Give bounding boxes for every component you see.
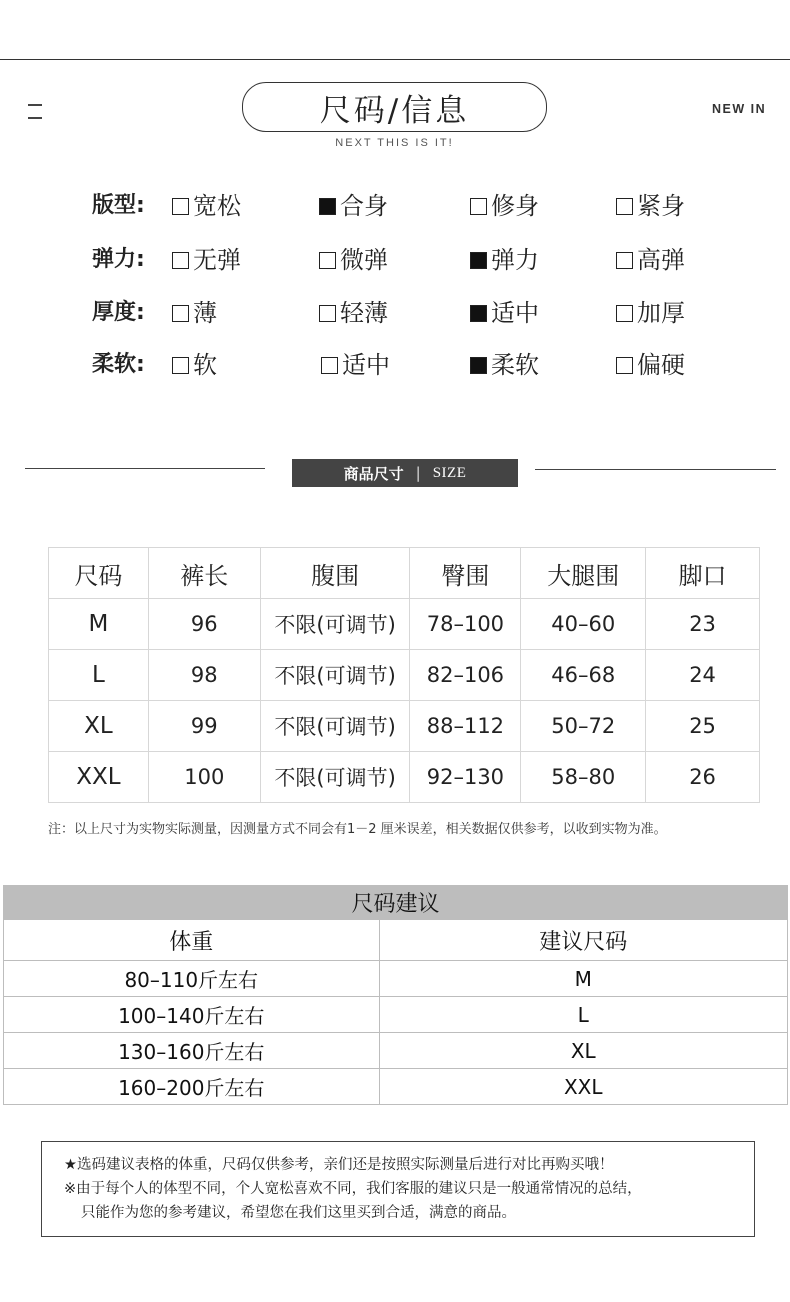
checkbox-icon [616,357,633,374]
table-cell: M [49,599,149,650]
attr-option: 紧身 [616,189,685,223]
attr-option: 适中 [321,348,390,382]
table-row [4,1033,788,1069]
checkbox-icon [616,252,633,269]
table-cell: XL [49,701,149,752]
table-row [49,752,760,803]
checkbox-checked-icon [470,305,487,322]
table-cell: 不限(可调节) [260,599,410,650]
attr-option: 微弹 [319,243,388,277]
table-row [49,599,760,650]
table-cell: L [49,650,149,701]
size-table [48,547,760,803]
tip-line: ※由于每个人的体型不同，个人宽松喜欢不同，我们客服的建议只是一般通常情况的总结， [64,1181,642,1197]
attr-option: 加厚 [616,296,685,330]
measurement-note: 注：以上尺寸为实物实际测量，因测量方式不同会有1－2 厘米误差，相关数据仅供参考，以收到实物为准。 [48,822,667,837]
checkbox-icon [172,305,189,322]
size-section-banner [292,459,518,487]
size-banner-en: SIZE [432,464,467,481]
attr-option: 柔软 [470,348,539,382]
table-cell: 82–106 [410,650,521,701]
attr-label: 柔软: [92,352,145,377]
attr-option: 高弹 [616,243,685,277]
table-cell: 58–80 [521,752,646,803]
table-cell: 99 [148,701,260,752]
attr-row-thickness [92,296,752,330]
checkbox-icon [319,252,336,269]
table-cell: 26 [646,752,760,803]
table-header-cell: 体重 [4,920,380,961]
table-cell: 130–160斤左右 [4,1033,380,1069]
table-header-cell: 裤长 [148,548,260,599]
table-cell: 96 [148,599,260,650]
section-divider-right [535,469,776,470]
table-header-cell: 腹围 [260,548,410,599]
table-cell: XL [379,1033,787,1069]
table-header-cell: 脚口 [646,548,760,599]
checkbox-icon [319,305,336,322]
attr-option: 合身 [319,189,388,223]
attr-option: 软 [172,348,217,382]
page-subtitle: NEXT THIS IS IT! [335,137,454,149]
checkbox-icon [321,357,338,374]
new-in-tag: NEW IN [712,102,767,116]
table-row [49,650,760,701]
checkbox-checked-icon [319,198,336,215]
table-header-cell: 大腿围 [521,548,646,599]
attr-option: 修身 [470,189,539,223]
attr-row-elasticity [92,243,752,277]
tip-line: ★选码建议表格的体重，尺码仅供参考，亲们还是按照实际测量后进行对比再购买哦！ [64,1157,614,1173]
attr-option: 轻薄 [319,296,388,330]
attr-option: 宽松 [172,189,241,223]
table-cell: XXL [49,752,149,803]
tips-box [41,1141,755,1237]
table-row [49,701,760,752]
attr-row-fit [92,189,752,223]
checkbox-icon [616,198,633,215]
table-cell: 不限(可调节) [260,752,410,803]
table-cell: XXL [379,1069,787,1105]
table-cell: 23 [646,599,760,650]
attr-option: 无弹 [172,243,241,277]
attr-option: 弹力 [470,243,539,277]
table-cell: 100 [148,752,260,803]
checkbox-icon [616,305,633,322]
table-cell: 24 [646,650,760,701]
size-banner-separator: | [415,464,421,482]
size-banner-cn: 商品尺寸 [343,464,404,483]
checkbox-checked-icon [470,252,487,269]
menu-icon [28,102,42,120]
table-cell: 80–110斤左右 [4,961,380,997]
size-recommendation-table [3,885,788,1105]
table-cell: L [379,997,787,1033]
table-header-cell: 尺码 [49,548,149,599]
table-row [4,961,788,997]
attr-option: 薄 [172,296,217,330]
checkbox-icon [172,252,189,269]
table-header-row [4,920,788,961]
attr-row-softness [92,348,752,382]
table-cell: 25 [646,701,760,752]
table-cell: 88–112 [410,701,521,752]
table-cell: 98 [148,650,260,701]
table-cell: 50–72 [521,701,646,752]
table-cell: 不限(可调节) [260,701,410,752]
top-divider [0,59,790,60]
attr-label: 版型: [92,193,145,218]
attr-label: 厚度: [92,300,145,325]
checkbox-icon [470,198,487,215]
section-divider-left [25,468,265,469]
table-cell: 不限(可调节) [260,650,410,701]
recommend-title: 尺码建议 [4,886,788,920]
table-cell: 78–100 [410,599,521,650]
tip-line: 只能作为您的参考建议，希望您在我们这里买到合适，满意的商品。 [81,1205,516,1221]
table-cell: M [379,961,787,997]
attr-option: 偏硬 [616,348,685,382]
page-title: 尺码/信息 [242,82,547,132]
table-cell: 40–60 [521,599,646,650]
table-cell: 92–130 [410,752,521,803]
checkbox-icon [172,357,189,374]
attr-option: 适中 [470,296,539,330]
checkbox-checked-icon [470,357,487,374]
table-cell: 160–200斤左右 [4,1069,380,1105]
table-row [4,997,788,1033]
checkbox-icon [172,198,189,215]
attr-label: 弹力: [92,247,145,272]
table-cell: 46–68 [521,650,646,701]
table-cell: 100–140斤左右 [4,997,380,1033]
table-header-cell: 建议尺码 [379,920,787,961]
recommend-title-row [4,886,788,920]
table-header-row [49,548,760,599]
table-header-cell: 臀围 [410,548,521,599]
table-row [4,1069,788,1105]
